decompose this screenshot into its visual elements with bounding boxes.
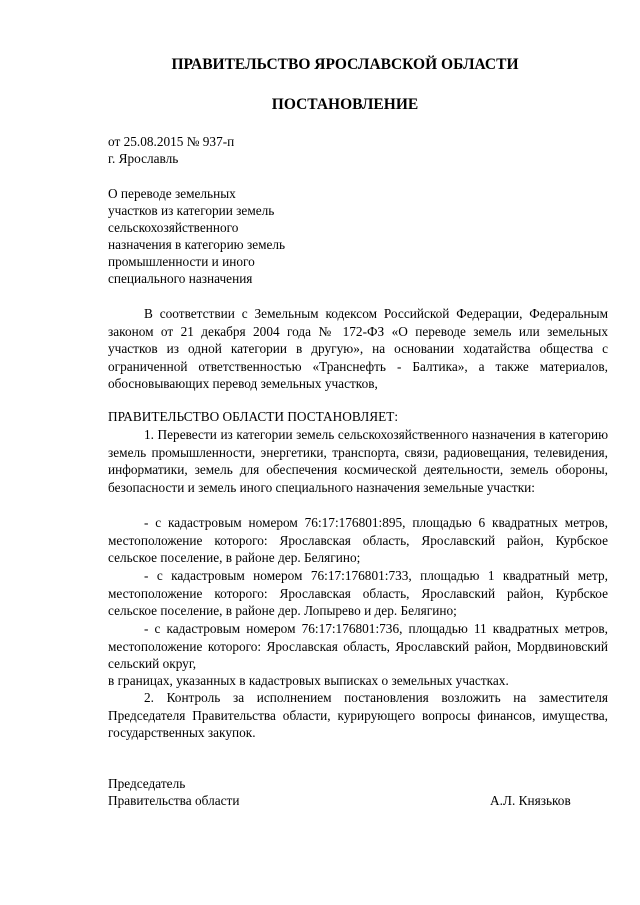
- plot-3-paragraph: - с кадастровым номером 76:17:176801:736, площадью 11 квадратных метров, местоположение которого: Ярославская область, Ярославский район, Мордвиновский сельский округ,: [108, 621, 608, 671]
- plot-1-paragraph: - с кадастровым номером 76:17:176801:895, площадью 6 квадратных метров, местоположение которого: Ярославская область, Ярославский район, Курбское сельское поселение, в районе дер. Белягино;: [108, 515, 608, 565]
- signer-title-line-2: Правительства области: [108, 793, 240, 808]
- subject-line: сельскохозяйственного: [108, 220, 239, 235]
- item-1-paragraph: 1. Перевести из категории земель сельскохозяйственного назначения в категорию земель промышленности, энергетики, транспорта, связи, радиовещания, телевидения, информатики, земель для обеспечения космической деятельности, земель обороны, безопасности и земель иного специального назначения земельные участки:: [108, 427, 608, 495]
- city: г. Ярославль: [108, 151, 179, 166]
- boundaries-paragraph: в границах, указанных в кадастровых выписках о земельных участках.: [108, 673, 509, 688]
- preamble-paragraph: В соответствии с Земельным кодексом Российской Федерации, Федеральным законом от 21 декабря 2004 года № 172-ФЗ «О переводе земель или земельных участков из одной категории в другую», на основании ходатайства общества с ограниченной ответственностью «Транснефть - Балтика», а также материалов, обосновывающих перевод земельных участков,: [108, 306, 608, 391]
- signer-title-line-1: Председатель: [108, 776, 186, 791]
- subject-line: участков из категории земель: [108, 203, 275, 218]
- signer-name: А.Л. Князьков: [490, 793, 571, 808]
- plot-2-paragraph: - с кадастровым номером 76:17:176801:733, площадью 1 квадратный метр, местоположение которого: Ярославская область, Ярославский район, Курбское сельское поселение, в районе дер. Лопырево и дер. Белягино;: [108, 568, 608, 618]
- subject-line: специального назначения: [108, 271, 253, 286]
- item-2-paragraph: 2. Контроль за исполнением постановления возложить на заместителя Председателя Правительства области, курирующего вопросы финансов, имущества, государственных закупок.: [108, 690, 608, 740]
- document-type-title: ПОСТАНОВЛЕНИЕ: [271, 96, 419, 113]
- resolves-heading: ПРАВИТЕЛЬСТВО ОБЛАСТИ ПОСТАНОВЛЯЕТ:: [108, 409, 399, 424]
- subject-line: назначения в категорию земель: [108, 237, 286, 252]
- organization-title: ПРАВИТЕЛЬСТВО ЯРОСЛАВСКОЙ ОБЛАСТИ: [171, 56, 519, 73]
- subject-line: промышленности и иного: [108, 254, 255, 269]
- subject-line: О переводе земельных: [108, 186, 236, 201]
- date-number: от 25.08.2015 № 937-п: [108, 134, 235, 149]
